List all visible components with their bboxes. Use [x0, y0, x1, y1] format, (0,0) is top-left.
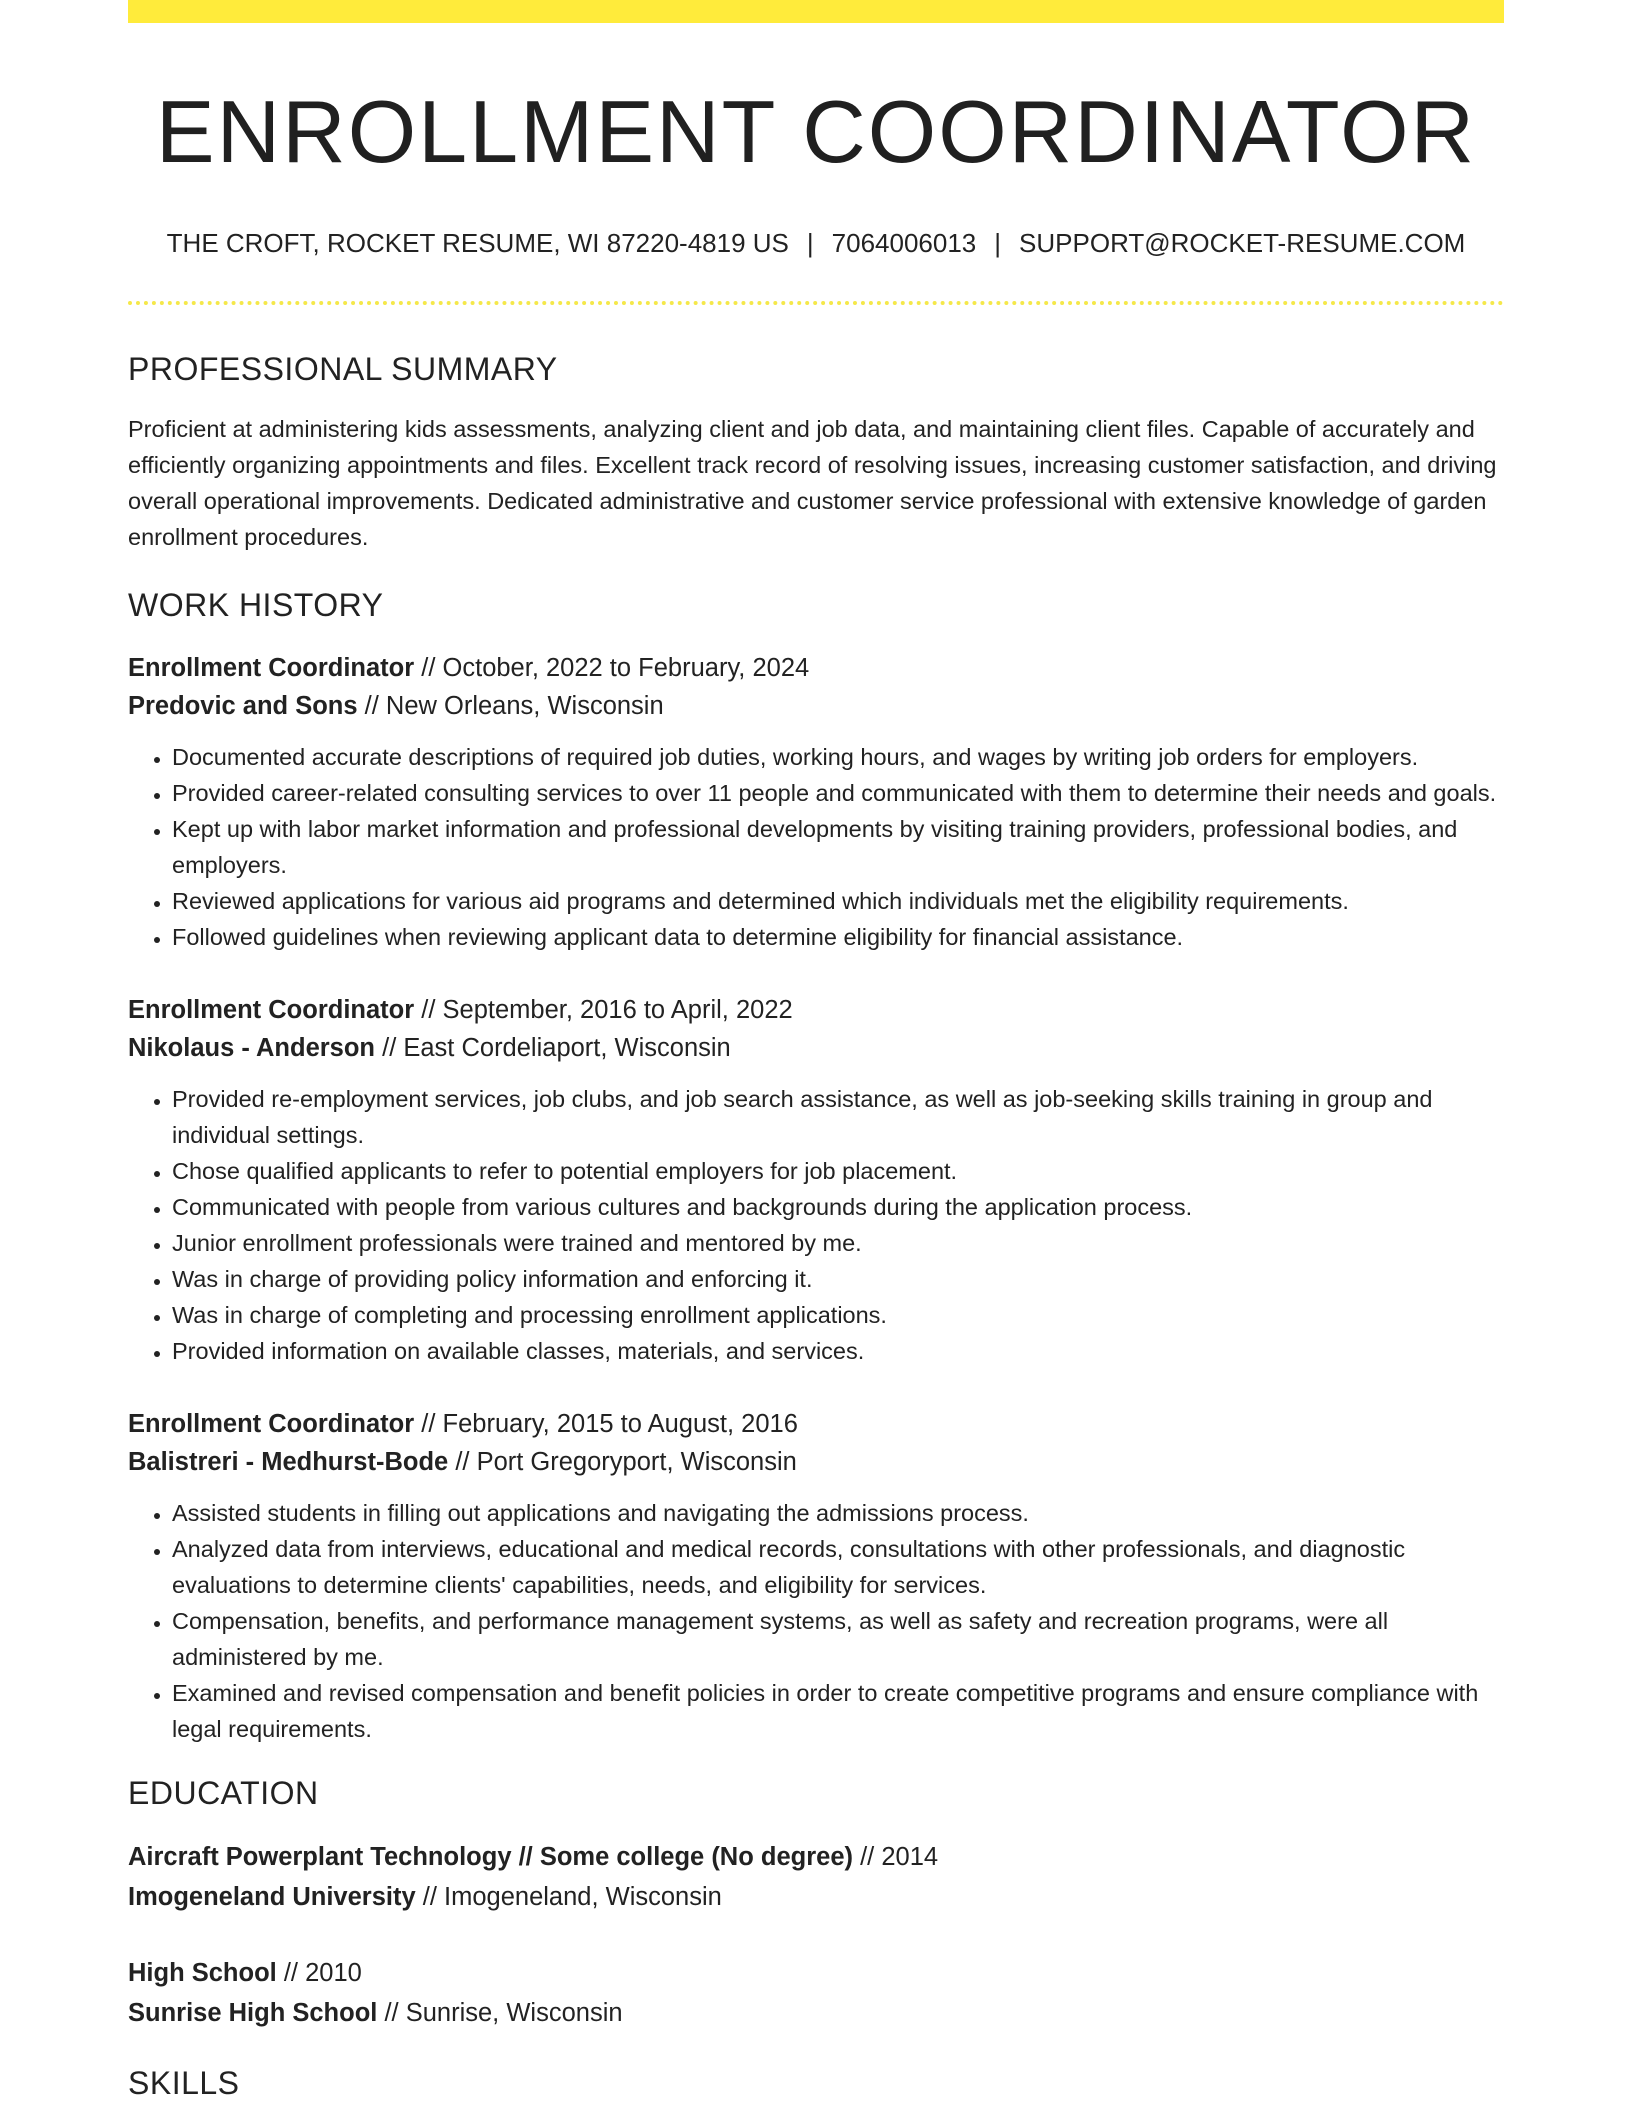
work-history-list [128, 649, 1504, 1747]
job-role: Enrollment Coordinator [128, 1409, 415, 1438]
education-degree-line [128, 1953, 1504, 1993]
education-school-line [128, 1993, 1504, 2033]
education-school: Sunrise High School [128, 1998, 378, 2027]
job-bullet: • Provided information on available classes, materials, and services. [172, 1333, 1504, 1369]
job-bullet: • Reviewed applications for various aid programs and determined which individuals met the eligibility requirements. [172, 883, 1504, 919]
job-bullet: • Was in charge of providing policy information and enforcing it. [172, 1261, 1504, 1297]
work-history-heading: WORK HISTORY [128, 586, 384, 623]
education-year: // 2010 [283, 1958, 362, 1987]
contact-line [128, 225, 1504, 261]
job-dates: // September, 2016 to April, 2022 [421, 995, 793, 1024]
job-bullet: • Provided career-related consulting services to over 11 people and communicated with them to determine their needs and goals. [172, 775, 1504, 811]
job-dates: // February, 2015 to August, 2016 [421, 1409, 798, 1438]
job-bullets [128, 1495, 1504, 1747]
job-bullet: • Communicated with people from various cultures and backgrounds during the application process. [172, 1189, 1504, 1225]
job-location: // Port Gregoryport, Wisconsin [455, 1447, 797, 1476]
education-list [128, 1837, 1504, 2033]
job-entry [128, 991, 1504, 1369]
contact-phone: 7064006013 [831, 227, 977, 258]
job-title-line [128, 649, 1504, 687]
job-bullets [128, 739, 1504, 955]
job-bullet: • Chose qualified applicants to refer to potential employers for job placement. [172, 1153, 1504, 1189]
education-year: // 2014 [860, 1842, 939, 1871]
job-company-line [128, 1443, 1504, 1481]
job-bullet: • Followed guidelines when reviewing applicant data to determine eligibility for financial assistance. [172, 919, 1504, 955]
education-location: // Sunrise, Wisconsin [384, 1998, 623, 2027]
skills-heading: SKILLS [128, 2064, 240, 2101]
job-company: Balistreri - Medhurst-Bode [128, 1447, 449, 1476]
accent-bar [128, 0, 1504, 23]
education-entry [128, 1837, 1504, 1917]
summary-text: Proficient at administering kids assessments, analyzing client and job data, and maintaining client files. Capable of accurately and efficiently organizing appointments and files. Excellent track record of resolving issues, increasing customer satisfaction, and driving overall operational improvements. Dedicated administrative and customer service professional with extensive knowledge of garden enrollment procedures. [128, 415, 1497, 550]
job-bullet: • Analyzed data from interviews, educational and medical records, consultations with other professionals, and diagnostic evaluations to determine clients' capabilities, needs, and eligibility for services. [172, 1531, 1504, 1603]
education-degree-line [128, 1837, 1504, 1877]
job-bullet: • Provided re-employment services, job clubs, and job search assistance, as well as job-seeking skills training in group and individual settings. [172, 1081, 1504, 1153]
education-entry [128, 1953, 1504, 2033]
job-title-line [128, 1405, 1504, 1443]
job-bullet: • Junior enrollment professionals were trained and mentored by me. [172, 1225, 1504, 1261]
job-role: Enrollment Coordinator [128, 653, 415, 682]
dotted-divider [128, 301, 1504, 305]
job-company-line [128, 687, 1504, 725]
education-school: Imogeneland University [128, 1882, 416, 1911]
education-degree: Aircraft Powerplant Technology // Some college (No degree) [128, 1842, 853, 1871]
job-bullet: • Assisted students in filling out applications and navigating the admissions process. [172, 1495, 1504, 1531]
job-bullet: • Kept up with labor market information and professional developments by visiting training providers, professional bodies, and employers. [172, 811, 1504, 883]
education-school-line [128, 1877, 1504, 1917]
job-company: Nikolaus - Anderson [128, 1033, 376, 1062]
contact-separator: | [994, 227, 1002, 258]
education-degree: High School [128, 1958, 277, 1987]
job-entry [128, 1405, 1504, 1747]
resume-page [128, 0, 1504, 2103]
job-location: // East Cordeliaport, Wisconsin [382, 1033, 731, 1062]
contact-email: SUPPORT@ROCKET-RESUME.COM [1019, 227, 1466, 258]
job-bullet: • Was in charge of completing and processing enrollment applications. [172, 1297, 1504, 1333]
job-title-line [128, 991, 1504, 1029]
job-location: // New Orleans, Wisconsin [364, 691, 664, 720]
contact-address: THE CROFT, ROCKET RESUME, WI 87220-4819 US [166, 227, 789, 258]
education-heading: EDUCATION [128, 1774, 319, 1811]
job-bullet: • Examined and revised compensation and benefit policies in order to create competitive programs and ensure compliance with legal requirements. [172, 1675, 1504, 1747]
job-role: Enrollment Coordinator [128, 995, 415, 1024]
job-company-line [128, 1029, 1504, 1067]
job-company: Predovic and Sons [128, 691, 358, 720]
contact-separator: | [806, 227, 814, 258]
page-title: ENROLLMENT COORDINATOR [155, 82, 1477, 181]
job-bullet: • Compensation, benefits, and performance management systems, as well as safety and recreation programs, were all administered by me. [172, 1603, 1504, 1675]
job-bullet: • Documented accurate descriptions of required job duties, working hours, and wages by writing job orders for employers. [172, 739, 1504, 775]
job-dates: // October, 2022 to February, 2024 [421, 653, 810, 682]
job-bullets [128, 1081, 1504, 1369]
job-entry [128, 649, 1504, 955]
education-location: // Imogeneland, Wisconsin [422, 1882, 722, 1911]
summary-heading: PROFESSIONAL SUMMARY [128, 350, 558, 387]
